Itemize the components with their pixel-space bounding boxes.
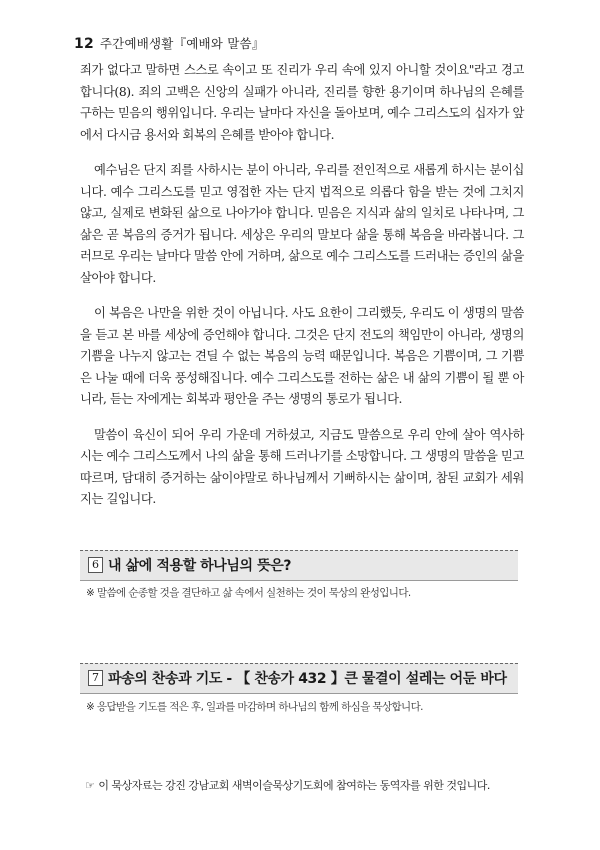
paragraph-2: 예수님은 단지 죄를 사하시는 분이 아니라, 우리를 전인적으로 새롭게 하시는 분이십니다. 예수 그리스도를 믿고 영접한 자는 단지 법적으로 의롭다 함을 받는 것에 그치지 않고, 실제로 변화된 삶으로 나아가야 합니다. 믿음은 지식과 삶의 일치로 나타나며, 그 삶은 곧 복음의 증거가 됩니다. 세상은 우리의 말보다 삶을 통해 복음을 바라봅니다. 그러므로 우리는 날마다 말씀 안에 거하며, 삶으로 예수 그리스도를 드러내는 증인의 삶을 살아야 합니다. (80, 163, 524, 285)
page-header (74, 34, 265, 52)
paragraph-3: 이 복음은 나만을 위한 것이 아닙니다. 사도 요한이 그리했듯, 우리도 이 생명의 말씀을 듣고 본 바를 세상에 증언해야 합니다. 그것은 단지 전도의 책임만이 아니라, 생명의 기쁨을 나누지 않고는 견딜 수 없는 복음의 능력 때문입니다. 복음은 기쁨이며, 그 기쁨은 나눌 때에 더욱 풍성해집니다. 예수 그리스도를 전하는 삶은 내 삶의 기쁨이 될 뿐 아니라, 듣는 자에게는 회복과 평안을 주는 생명의 통로가 됩니다. (80, 306, 524, 406)
section-title: 파송의 찬송과 기도 - 【 찬송가 432 】큰 물결이 설레는 어둔 바다 (108, 671, 507, 687)
section-number-box: 6 (88, 557, 103, 573)
page-number: 12 (74, 36, 94, 52)
section-6-note: ※ 말씀에 순종할 것을 결단하고 삶 속에서 실천하는 것이 묵상의 완성입니다. (86, 587, 411, 599)
section-title: 내 삶에 적용할 하나님의 뜻은? (108, 558, 292, 574)
publication-title: 주간예배생활『예배와 말씀』 (99, 36, 265, 51)
pointing-hand-icon: ☞ (85, 779, 95, 792)
section-number-box: 7 (88, 670, 103, 686)
paragraph-4: 말씀이 육신이 되어 우리 가운데 거하셨고, 지금도 말씀으로 우리 안에 살아 역사하시는 예수 그리스도께서 나의 삶을 통해 드러나기를 소망합니다. 그 생명의 말씀을 믿고 따르며, 담대히 증거하는 삶이야말로 하나님께서 기뻐하시는 삶이며, 참된 교회가 세워지는 길입니다. (80, 427, 524, 506)
footer-text: 이 묵상자료는 강진 강남교회 새벽이슬묵상기도회에 참여하는 동역자를 위한 것입니다. (98, 779, 490, 792)
paragraph-1: 죄가 없다고 말하면 스스로 속이고 또 진리가 우리 속에 있지 아니할 것이요"라고 경고합니다(8). 죄의 고백은 신앙의 실패가 아니라, 진리를 향한 용기이며 하나님의 은혜를 구하는 믿음의 행위입니다. 우리는 날마다 자신을 돌아보며, 예수 그리스도의 십자가 앞에서 다시금 용서와 회복의 은혜를 받아야 합니다. (80, 63, 524, 142)
section-6-header (80, 550, 518, 581)
section-7-header (80, 663, 518, 694)
section-7-note: ※ 응답받을 기도를 적은 후, 일과를 마감하며 하나님의 함께 하심을 묵상합니다. (86, 701, 423, 713)
main-text (80, 60, 524, 511)
footer-note (85, 777, 490, 793)
